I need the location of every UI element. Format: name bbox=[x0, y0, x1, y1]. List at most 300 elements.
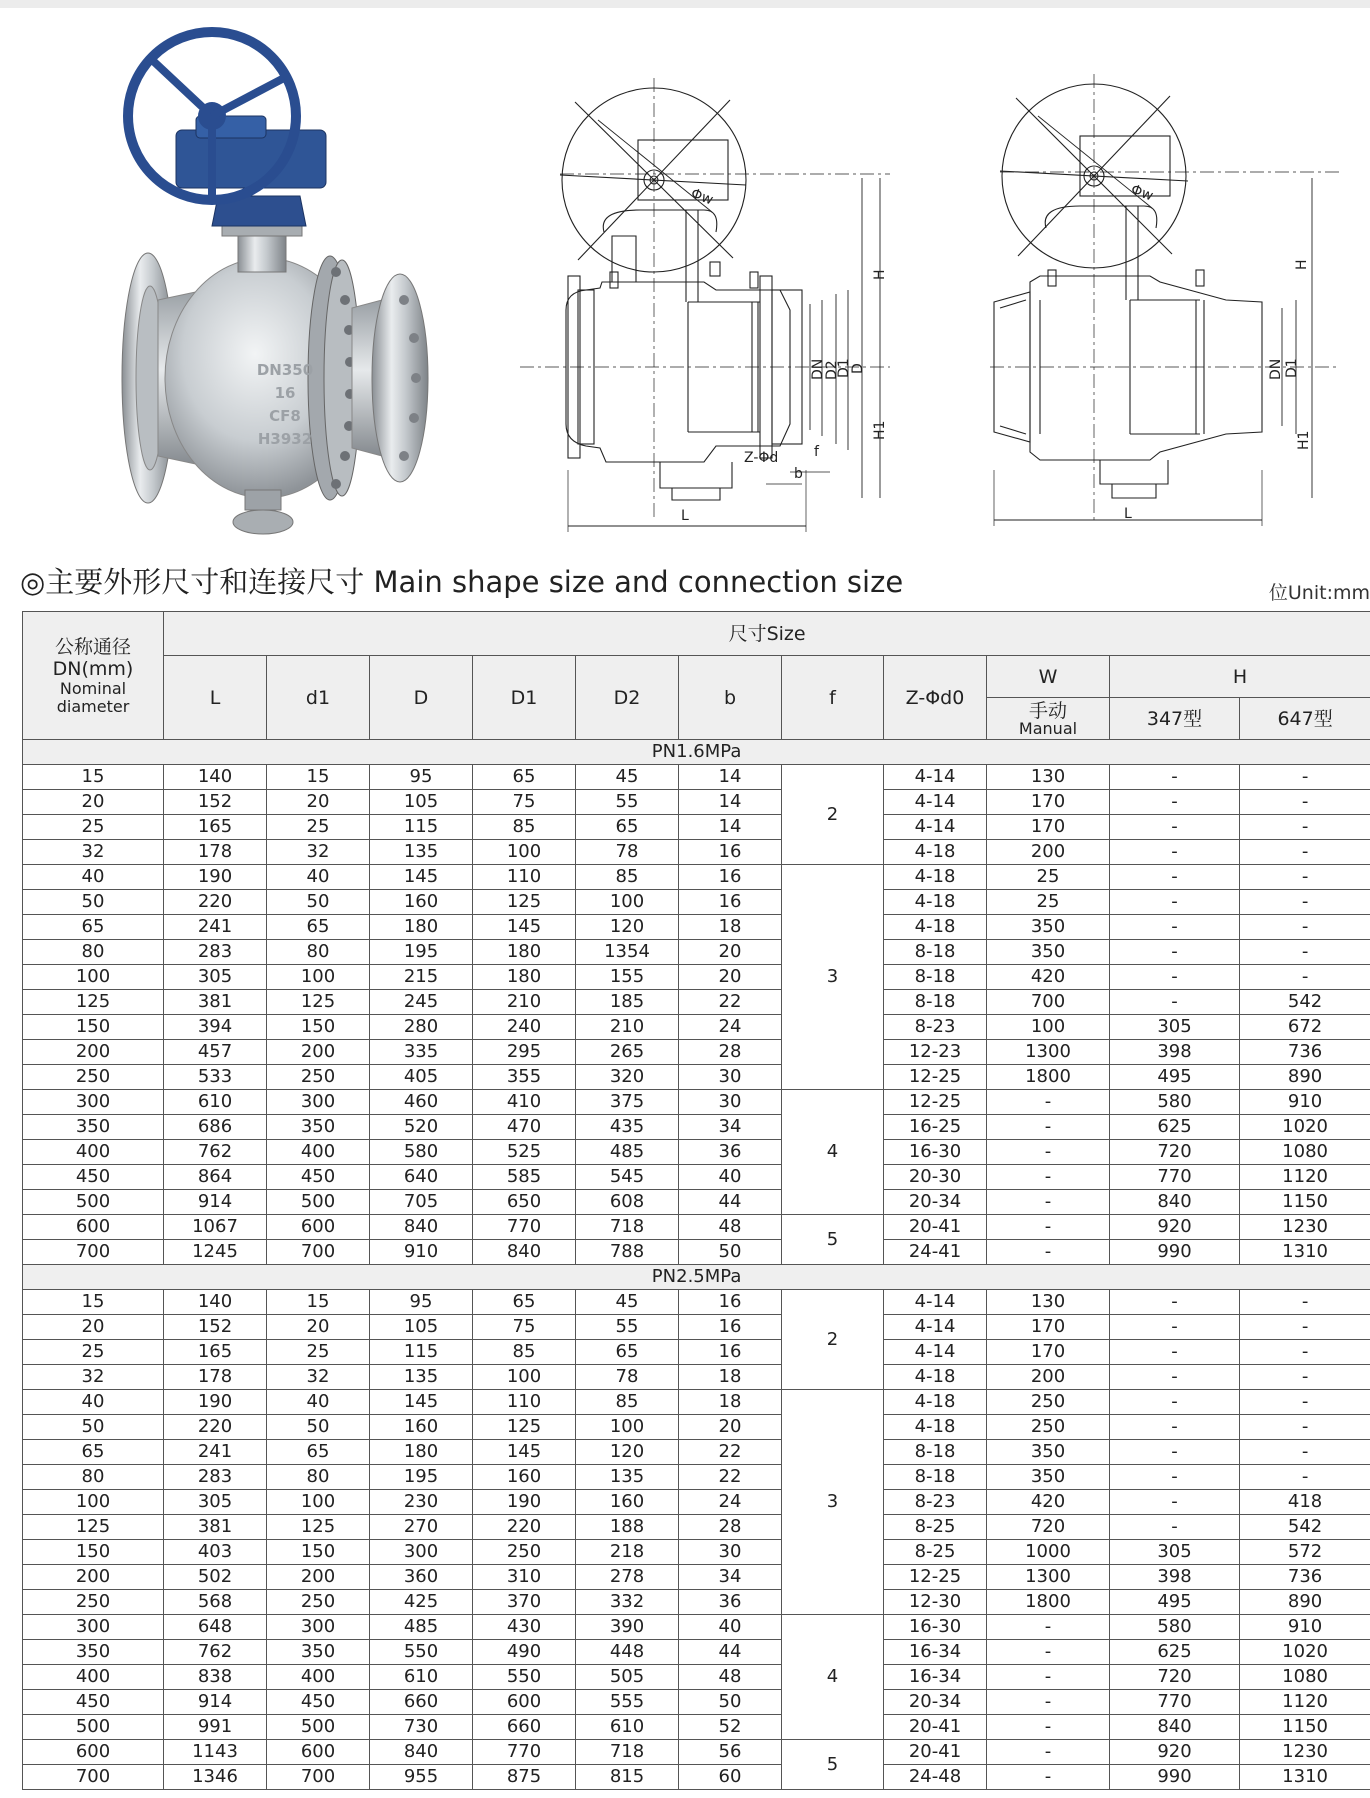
cell-w: 700 bbox=[987, 990, 1110, 1015]
cell-z: 12-25 bbox=[884, 1565, 987, 1590]
cell-D1: 65 bbox=[473, 765, 576, 790]
cell-w: 200 bbox=[987, 1365, 1110, 1390]
cell-b: 28 bbox=[679, 1515, 782, 1540]
cell-D1: 770 bbox=[473, 1215, 576, 1240]
cell-h347: 398 bbox=[1110, 1040, 1240, 1065]
cell-h347: 720 bbox=[1110, 1665, 1240, 1690]
section-heading: ◎主要外形尺寸和连接尺寸 Main shape size and connection size bbox=[20, 565, 904, 599]
cell-dn: 600 bbox=[23, 1740, 164, 1765]
cell-dn: 25 bbox=[23, 815, 164, 840]
header-f: f bbox=[782, 656, 884, 740]
cell-h647: 1230 bbox=[1240, 1215, 1370, 1240]
cell-D: 160 bbox=[370, 1415, 473, 1440]
cell-w: - bbox=[987, 1690, 1110, 1715]
cell-D2: 332 bbox=[576, 1590, 679, 1615]
cell-D1: 355 bbox=[473, 1065, 576, 1090]
cell-h647: - bbox=[1240, 965, 1370, 990]
table-row bbox=[23, 1515, 1370, 1540]
cell-z: 4-18 bbox=[884, 1365, 987, 1390]
cell-d1: 80 bbox=[267, 940, 370, 965]
cell-h647: 1080 bbox=[1240, 1140, 1370, 1165]
cell-z: 20-30 bbox=[884, 1165, 987, 1190]
table-row bbox=[23, 1590, 1370, 1615]
cell-D2: 218 bbox=[576, 1540, 679, 1565]
cell-D1: 770 bbox=[473, 1740, 576, 1765]
cell-d1: 25 bbox=[267, 1340, 370, 1365]
cell-D: 180 bbox=[370, 1440, 473, 1465]
cell-z: 12-30 bbox=[884, 1590, 987, 1615]
cell-b: 40 bbox=[679, 1615, 782, 1640]
cell-dn: 125 bbox=[23, 990, 164, 1015]
cell-dn: 65 bbox=[23, 1440, 164, 1465]
header-z: Z-Φd0 bbox=[884, 656, 987, 740]
cell-w: 170 bbox=[987, 815, 1110, 840]
cell-h347: 580 bbox=[1110, 1090, 1240, 1115]
cell-D: 105 bbox=[370, 1315, 473, 1340]
cell-d1: 700 bbox=[267, 1765, 370, 1790]
cell-d1: 250 bbox=[267, 1065, 370, 1090]
cell-w: - bbox=[987, 1665, 1110, 1690]
table-row bbox=[23, 815, 1370, 840]
table-row bbox=[23, 1565, 1370, 1590]
cell-b: 30 bbox=[679, 1065, 782, 1090]
cell-D1: 310 bbox=[473, 1565, 576, 1590]
cell-h647: - bbox=[1240, 840, 1370, 865]
cell-z: 20-41 bbox=[884, 1715, 987, 1740]
drawing1-label-l: L bbox=[681, 508, 689, 524]
cell-b: 22 bbox=[679, 1465, 782, 1490]
cell-b: 16 bbox=[679, 1290, 782, 1315]
cell-w: 250 bbox=[987, 1415, 1110, 1440]
cell-b: 16 bbox=[679, 865, 782, 890]
cell-f: 5 bbox=[782, 1215, 884, 1265]
cell-h347: - bbox=[1110, 1415, 1240, 1440]
table-row bbox=[23, 1540, 1370, 1565]
drawing2-label-phiw: Φw bbox=[1128, 181, 1156, 205]
cell-h647: - bbox=[1240, 1365, 1370, 1390]
cell-D1: 525 bbox=[473, 1140, 576, 1165]
cell-w: 25 bbox=[987, 890, 1110, 915]
drawing2-label-h1: H1 bbox=[1296, 430, 1312, 450]
cell-z: 12-23 bbox=[884, 1040, 987, 1065]
cell-D: 270 bbox=[370, 1515, 473, 1540]
cell-b: 30 bbox=[679, 1540, 782, 1565]
cell-b: 30 bbox=[679, 1090, 782, 1115]
cell-D2: 100 bbox=[576, 890, 679, 915]
drawing1-label-d2: D2 bbox=[824, 360, 840, 380]
cell-h347: 720 bbox=[1110, 1140, 1240, 1165]
cell-dn: 50 bbox=[23, 1415, 164, 1440]
cell-h347: - bbox=[1110, 915, 1240, 940]
cell-d1: 20 bbox=[267, 790, 370, 815]
cell-w: 420 bbox=[987, 965, 1110, 990]
drawing1-label-phiw: Φw bbox=[688, 185, 716, 209]
cell-D1: 410 bbox=[473, 1090, 576, 1115]
header-dn-mm: DN(mm) bbox=[52, 657, 134, 680]
cell-h647: - bbox=[1240, 815, 1370, 840]
cell-b: 50 bbox=[679, 1690, 782, 1715]
photo-marking-dn: DN350 bbox=[256, 361, 314, 379]
cell-D2: 485 bbox=[576, 1140, 679, 1165]
cell-f: 3 bbox=[782, 1390, 884, 1615]
cell-d1: 15 bbox=[267, 765, 370, 790]
cell-L: 305 bbox=[164, 1490, 267, 1515]
cell-L: 403 bbox=[164, 1540, 267, 1565]
cell-h347: 770 bbox=[1110, 1165, 1240, 1190]
cell-w: 130 bbox=[987, 765, 1110, 790]
cell-D2: 815 bbox=[576, 1765, 679, 1790]
cell-h347: 840 bbox=[1110, 1715, 1240, 1740]
cell-h347: - bbox=[1110, 1465, 1240, 1490]
cell-d1: 32 bbox=[267, 840, 370, 865]
cell-dn: 150 bbox=[23, 1015, 164, 1040]
cell-h347: - bbox=[1110, 815, 1240, 840]
header-h: H bbox=[1110, 656, 1370, 698]
table-row bbox=[23, 1215, 1370, 1240]
cell-h647: 890 bbox=[1240, 1590, 1370, 1615]
table-row bbox=[23, 1090, 1370, 1115]
table-row bbox=[23, 1015, 1370, 1040]
cell-D: 300 bbox=[370, 1540, 473, 1565]
cell-D: 610 bbox=[370, 1665, 473, 1690]
section-title: PN2.5MPa bbox=[23, 1265, 1370, 1290]
cell-h347: - bbox=[1110, 1315, 1240, 1340]
cell-h347: 495 bbox=[1110, 1590, 1240, 1615]
table-row bbox=[23, 990, 1370, 1015]
cell-D1: 180 bbox=[473, 965, 576, 990]
cell-D2: 85 bbox=[576, 1390, 679, 1415]
cell-z: 20-41 bbox=[884, 1740, 987, 1765]
table-row bbox=[23, 1415, 1370, 1440]
cell-d1: 300 bbox=[267, 1090, 370, 1115]
cell-D: 160 bbox=[370, 890, 473, 915]
table-row bbox=[23, 865, 1370, 890]
table-row bbox=[23, 1440, 1370, 1465]
cell-D1: 110 bbox=[473, 865, 576, 890]
cell-z: 16-25 bbox=[884, 1115, 987, 1140]
cell-h647: - bbox=[1240, 1415, 1370, 1440]
photo-marking-material: CF8 bbox=[269, 407, 301, 425]
table-row bbox=[23, 1290, 1370, 1315]
cell-f: 3 bbox=[782, 865, 884, 1090]
cell-L: 241 bbox=[164, 915, 267, 940]
cell-d1: 65 bbox=[267, 1440, 370, 1465]
valve-photo bbox=[122, 32, 428, 534]
cell-h347: 625 bbox=[1110, 1115, 1240, 1140]
cell-D1: 75 bbox=[473, 1315, 576, 1340]
cell-d1: 65 bbox=[267, 915, 370, 940]
cell-D2: 278 bbox=[576, 1565, 679, 1590]
cell-D: 135 bbox=[370, 840, 473, 865]
cell-D1: 250 bbox=[473, 1540, 576, 1565]
cell-D: 425 bbox=[370, 1590, 473, 1615]
cell-L: 991 bbox=[164, 1715, 267, 1740]
cell-d1: 350 bbox=[267, 1115, 370, 1140]
cell-d1: 50 bbox=[267, 890, 370, 915]
drawing1-label-dn: DN bbox=[810, 358, 826, 380]
cell-h647: 1120 bbox=[1240, 1690, 1370, 1715]
cell-w: 1300 bbox=[987, 1565, 1110, 1590]
table-row bbox=[23, 965, 1370, 990]
cell-h647: - bbox=[1240, 790, 1370, 815]
header-w-cn: 手动 bbox=[1028, 699, 1067, 722]
cell-D1: 110 bbox=[473, 1390, 576, 1415]
header-d1: d1 bbox=[267, 656, 370, 740]
cell-L: 864 bbox=[164, 1165, 267, 1190]
cell-L: 1346 bbox=[164, 1765, 267, 1790]
cell-D1: 190 bbox=[473, 1490, 576, 1515]
cell-h647: 672 bbox=[1240, 1015, 1370, 1040]
cell-D2: 45 bbox=[576, 765, 679, 790]
table-row bbox=[23, 940, 1370, 965]
cell-d1: 100 bbox=[267, 965, 370, 990]
cell-h347: 398 bbox=[1110, 1565, 1240, 1590]
cell-L: 914 bbox=[164, 1690, 267, 1715]
cell-D: 730 bbox=[370, 1715, 473, 1740]
cell-D: 335 bbox=[370, 1040, 473, 1065]
cell-d1: 80 bbox=[267, 1465, 370, 1490]
cell-D: 910 bbox=[370, 1240, 473, 1265]
cell-z: 4-18 bbox=[884, 890, 987, 915]
cell-z: 4-14 bbox=[884, 790, 987, 815]
drawing2-label-l: L bbox=[1124, 506, 1132, 522]
section-row bbox=[23, 1265, 1370, 1290]
cell-dn: 20 bbox=[23, 1315, 164, 1340]
cell-dn: 32 bbox=[23, 840, 164, 865]
table-row bbox=[23, 1190, 1370, 1215]
cell-L: 152 bbox=[164, 1315, 267, 1340]
cell-z: 8-18 bbox=[884, 1465, 987, 1490]
cell-D: 840 bbox=[370, 1740, 473, 1765]
cell-b: 14 bbox=[679, 765, 782, 790]
cell-D2: 545 bbox=[576, 1165, 679, 1190]
cell-D2: 210 bbox=[576, 1015, 679, 1040]
unit-label: 位Unit:mm bbox=[1268, 582, 1370, 604]
cell-D1: 840 bbox=[473, 1240, 576, 1265]
cell-dn: 300 bbox=[23, 1090, 164, 1115]
cell-D2: 188 bbox=[576, 1515, 679, 1540]
cell-h647: - bbox=[1240, 765, 1370, 790]
cell-dn: 150 bbox=[23, 1540, 164, 1565]
cell-b: 16 bbox=[679, 890, 782, 915]
cell-D1: 125 bbox=[473, 1415, 576, 1440]
cell-w: - bbox=[987, 1715, 1110, 1740]
cell-D2: 1354 bbox=[576, 940, 679, 965]
cell-D1: 100 bbox=[473, 1365, 576, 1390]
cell-h647: - bbox=[1240, 1340, 1370, 1365]
cell-dn: 300 bbox=[23, 1615, 164, 1640]
cell-h347: - bbox=[1110, 840, 1240, 865]
cell-D: 95 bbox=[370, 1290, 473, 1315]
cell-d1: 200 bbox=[267, 1565, 370, 1590]
table-row bbox=[23, 1040, 1370, 1065]
cell-dn: 25 bbox=[23, 1340, 164, 1365]
cell-dn: 700 bbox=[23, 1240, 164, 1265]
cell-d1: 150 bbox=[267, 1540, 370, 1565]
cell-D2: 120 bbox=[576, 915, 679, 940]
cell-d1: 40 bbox=[267, 1390, 370, 1415]
cell-h647: - bbox=[1240, 915, 1370, 940]
cell-d1: 250 bbox=[267, 1590, 370, 1615]
cell-L: 502 bbox=[164, 1565, 267, 1590]
cell-L: 762 bbox=[164, 1140, 267, 1165]
cell-D: 460 bbox=[370, 1090, 473, 1115]
header-h-347: 347型 bbox=[1110, 698, 1240, 740]
cell-h647: 910 bbox=[1240, 1090, 1370, 1115]
cell-D1: 85 bbox=[473, 1340, 576, 1365]
cell-d1: 20 bbox=[267, 1315, 370, 1340]
cell-h647: 736 bbox=[1240, 1040, 1370, 1065]
cell-b: 22 bbox=[679, 1440, 782, 1465]
cell-dn: 80 bbox=[23, 940, 164, 965]
cell-L: 838 bbox=[164, 1665, 267, 1690]
cell-h347: - bbox=[1110, 1365, 1240, 1390]
cell-h647: - bbox=[1240, 1390, 1370, 1415]
cell-D2: 265 bbox=[576, 1040, 679, 1065]
photo-marking-pn: 16 bbox=[274, 384, 296, 402]
cell-w: 350 bbox=[987, 1440, 1110, 1465]
cell-D: 105 bbox=[370, 790, 473, 815]
cell-h347: 990 bbox=[1110, 1765, 1240, 1790]
cell-D1: 650 bbox=[473, 1190, 576, 1215]
cell-D1: 430 bbox=[473, 1615, 576, 1640]
cell-D2: 505 bbox=[576, 1665, 679, 1690]
cell-d1: 32 bbox=[267, 1365, 370, 1390]
cell-z: 20-41 bbox=[884, 1215, 987, 1240]
cell-h347: - bbox=[1110, 1440, 1240, 1465]
cell-w: 420 bbox=[987, 1490, 1110, 1515]
table-row bbox=[23, 1715, 1370, 1740]
cell-h647: 542 bbox=[1240, 990, 1370, 1015]
cell-D2: 45 bbox=[576, 1290, 679, 1315]
header-dn-en2: diameter bbox=[56, 696, 130, 716]
cell-f: 4 bbox=[782, 1615, 884, 1740]
cell-D: 840 bbox=[370, 1215, 473, 1240]
cell-b: 18 bbox=[679, 1365, 782, 1390]
cell-h647: - bbox=[1240, 865, 1370, 890]
drawing2-label-dn: DN bbox=[1268, 358, 1284, 380]
cell-D: 135 bbox=[370, 1365, 473, 1390]
cell-z: 4-14 bbox=[884, 815, 987, 840]
valve-figures bbox=[0, 10, 1370, 550]
photo-marking-heat: H3932 bbox=[257, 430, 313, 448]
cell-D2: 78 bbox=[576, 1365, 679, 1390]
cell-D: 955 bbox=[370, 1765, 473, 1790]
cell-dn: 600 bbox=[23, 1215, 164, 1240]
cell-D: 550 bbox=[370, 1640, 473, 1665]
cell-b: 40 bbox=[679, 1165, 782, 1190]
cell-h347: - bbox=[1110, 1515, 1240, 1540]
cell-L: 457 bbox=[164, 1040, 267, 1065]
cell-w: - bbox=[987, 1215, 1110, 1240]
cell-D1: 100 bbox=[473, 840, 576, 865]
table-row bbox=[23, 1615, 1370, 1640]
cell-dn: 15 bbox=[23, 1290, 164, 1315]
cell-L: 190 bbox=[164, 1390, 267, 1415]
cell-w: 720 bbox=[987, 1515, 1110, 1540]
cell-D2: 155 bbox=[576, 965, 679, 990]
cell-D: 360 bbox=[370, 1565, 473, 1590]
cell-h347: 305 bbox=[1110, 1540, 1240, 1565]
cell-f: 5 bbox=[782, 1740, 884, 1790]
cell-D: 95 bbox=[370, 765, 473, 790]
header-dn-en1: Nominal bbox=[59, 678, 127, 698]
cell-D1: 550 bbox=[473, 1665, 576, 1690]
cell-L: 220 bbox=[164, 890, 267, 915]
cell-D2: 135 bbox=[576, 1465, 679, 1490]
cell-h647: - bbox=[1240, 890, 1370, 915]
cell-L: 1067 bbox=[164, 1215, 267, 1240]
cell-h647: 736 bbox=[1240, 1565, 1370, 1590]
table-row bbox=[23, 1115, 1370, 1140]
cell-L: 394 bbox=[164, 1015, 267, 1040]
cell-h347: 840 bbox=[1110, 1190, 1240, 1215]
cell-dn: 400 bbox=[23, 1665, 164, 1690]
drawing1-label-d1: D1 bbox=[836, 358, 852, 378]
header-h-647: 647型 bbox=[1240, 698, 1370, 740]
drawing2-label-d1: D1 bbox=[1284, 358, 1300, 378]
cell-D: 640 bbox=[370, 1165, 473, 1190]
cell-h347: - bbox=[1110, 1340, 1240, 1365]
cell-z: 8-18 bbox=[884, 965, 987, 990]
cell-z: 24-41 bbox=[884, 1240, 987, 1265]
cell-d1: 150 bbox=[267, 1015, 370, 1040]
cell-z: 8-25 bbox=[884, 1515, 987, 1540]
cell-w: - bbox=[987, 1615, 1110, 1640]
cell-b: 50 bbox=[679, 1240, 782, 1265]
cell-z: 20-34 bbox=[884, 1690, 987, 1715]
cell-L: 568 bbox=[164, 1590, 267, 1615]
table-row bbox=[23, 1165, 1370, 1190]
cell-b: 36 bbox=[679, 1590, 782, 1615]
cell-L: 533 bbox=[164, 1065, 267, 1090]
cell-f: 2 bbox=[782, 765, 884, 865]
cell-b: 34 bbox=[679, 1115, 782, 1140]
cell-h647: 1020 bbox=[1240, 1640, 1370, 1665]
cell-D2: 555 bbox=[576, 1690, 679, 1715]
cell-d1: 500 bbox=[267, 1715, 370, 1740]
cell-f: 2 bbox=[782, 1290, 884, 1390]
table-row bbox=[23, 915, 1370, 940]
cell-h647: 1310 bbox=[1240, 1765, 1370, 1790]
cell-w: 350 bbox=[987, 915, 1110, 940]
table-row bbox=[23, 1315, 1370, 1340]
cell-d1: 100 bbox=[267, 1490, 370, 1515]
header-b: b bbox=[679, 656, 782, 740]
cell-D: 195 bbox=[370, 940, 473, 965]
cell-h347: - bbox=[1110, 940, 1240, 965]
cell-D: 215 bbox=[370, 965, 473, 990]
section-title: PN1.6MPa bbox=[23, 740, 1370, 765]
cell-L: 178 bbox=[164, 840, 267, 865]
cell-dn: 100 bbox=[23, 965, 164, 990]
cell-d1: 125 bbox=[267, 1515, 370, 1540]
cell-D1: 160 bbox=[473, 1465, 576, 1490]
cell-z: 8-18 bbox=[884, 940, 987, 965]
cell-L: 178 bbox=[164, 1365, 267, 1390]
cell-w: 25 bbox=[987, 865, 1110, 890]
drawing1-label-d: D bbox=[850, 363, 866, 374]
cell-d1: 700 bbox=[267, 1240, 370, 1265]
cell-w: 1300 bbox=[987, 1040, 1110, 1065]
cell-D2: 608 bbox=[576, 1190, 679, 1215]
top-strip bbox=[0, 0, 1370, 8]
dimension-table bbox=[22, 611, 1370, 1790]
cell-d1: 50 bbox=[267, 1415, 370, 1440]
cell-z: 4-14 bbox=[884, 1290, 987, 1315]
cell-b: 52 bbox=[679, 1715, 782, 1740]
cell-dn: 40 bbox=[23, 1390, 164, 1415]
